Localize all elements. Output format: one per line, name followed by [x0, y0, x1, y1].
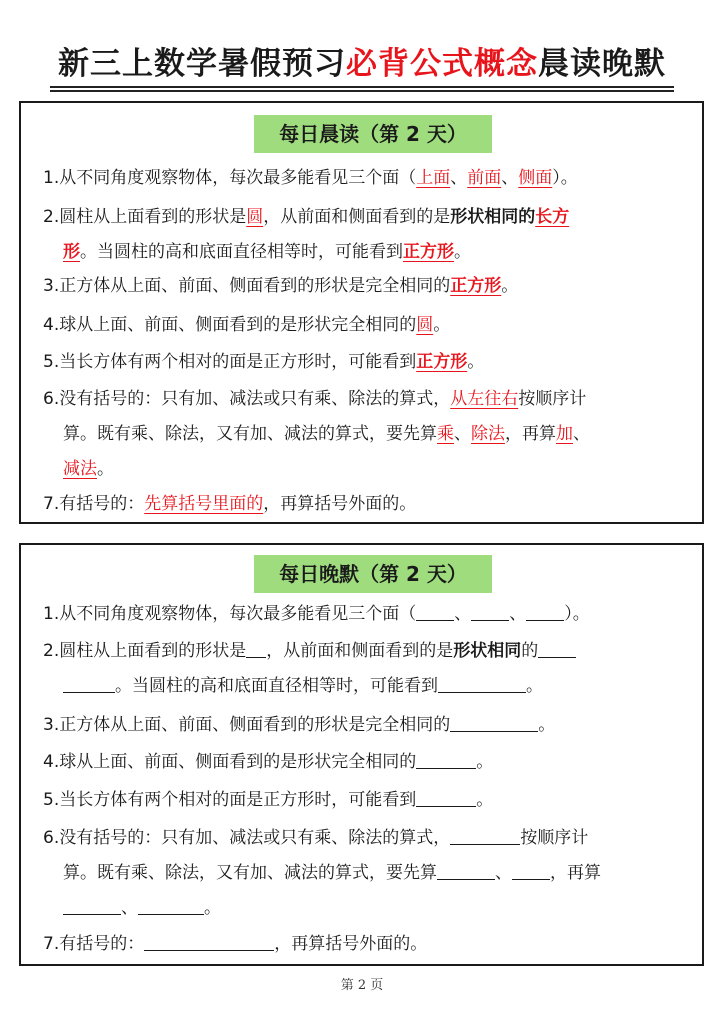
evening-item-6: 6.没有括号的：只有加、减法或只有乘、除法的算式， 按顺序计 算。既有乘、除法，又有加、减法的算式，要先算 、 ，再算 、 。 [43, 828, 601, 918]
blank[interactable] [63, 674, 115, 693]
evening-dictation-panel [19, 543, 704, 966]
morning-item-5: 5.当长方体有两个相对的面是正方形时，可能看到正方形。 [43, 352, 485, 372]
answer: 从左往右 [450, 389, 519, 409]
answer: 长方 [535, 207, 570, 227]
blank[interactable] [438, 674, 526, 693]
answer: 圆 [416, 315, 434, 335]
answer: 正方形 [450, 276, 502, 296]
morning-reading-panel [19, 101, 704, 524]
title-part-3: 晨读晚默 [538, 46, 666, 82]
evening-item-5: 5.当长方体有两个相对的面是正方形时，可能看到 。 [43, 790, 494, 810]
title-part-1: 新三上数学暑假预习 [58, 46, 346, 82]
answer: 形 [63, 242, 80, 262]
blank[interactable] [512, 861, 550, 880]
morning-item-7: 7.有括号的：先算括号里面的，再算括号外面的。 [43, 494, 417, 514]
blank[interactable] [144, 932, 274, 951]
blank[interactable] [437, 861, 495, 880]
answer: 正方形 [416, 352, 468, 372]
morning-item-1: 1.从不同角度观察物体，每次最多能看见三个面（上面、前面、侧面）。 [43, 168, 578, 188]
answer: 加 [556, 424, 573, 444]
blank[interactable] [246, 639, 266, 658]
morning-heading: 每日晨读（第 2 天） [254, 115, 492, 153]
answer: 先算括号里面的 [144, 494, 264, 514]
evening-item-1: 1.从不同角度观察物体，每次最多能看见三个面（ 、 、 ）。 [43, 604, 590, 624]
evening-heading: 每日晚默（第 2 天） [254, 555, 492, 593]
evening-item-4: 4.球从上面、前面、侧面看到的是形状完全相同的 。 [43, 752, 494, 772]
blank[interactable] [416, 788, 476, 807]
blank[interactable] [416, 750, 476, 769]
evening-item-7: 7.有括号的： ，再算括号外面的。 [43, 934, 428, 954]
blank[interactable] [450, 826, 520, 845]
title-part-2: 必背公式概念 [346, 46, 538, 82]
morning-item-2: 2.圆柱从上面看到的形状是圆，从前面和侧面看到的是形状相同的长方 形。当圆柱的高和底面直径相等时，可能看到正方形。 [43, 207, 570, 262]
evening-item-2: 2.圆柱从上面看到的形状是 ，从前面和侧面看到的是形状相同的 。当圆柱的高和底面直径相等时，可能看到 。 [43, 634, 683, 704]
page-number: 第 2 页 [340, 978, 384, 993]
title-underline-2 [50, 90, 674, 92]
answer: 除法 [471, 424, 505, 444]
morning-item-6: 6.没有括号的：只有加、减法或只有乘、除法的算式，从左往右按顺序计 算。既有乘、除法，又有加、减法的算式，要先算乘、除法，再算加、 减法。 [43, 389, 590, 479]
blank[interactable] [538, 639, 576, 658]
answer: 减法 [63, 459, 97, 479]
answer: 乘 [437, 424, 454, 444]
title-underline-1 [50, 86, 674, 88]
answer: 前面 [467, 168, 502, 188]
blank[interactable] [416, 602, 454, 621]
answer: 侧面 [518, 168, 553, 188]
blank[interactable] [471, 602, 509, 621]
morning-item-3: 3.正方体从上面、前面、侧面看到的形状是完全相同的正方形。 [43, 276, 519, 296]
blank[interactable] [450, 713, 538, 732]
morning-item-4: 4.球从上面、前面、侧面看到的是形状完全相同的圆。 [43, 315, 451, 335]
answer: 圆 [246, 207, 264, 227]
evening-item-3: 3.正方体从上面、前面、侧面看到的形状是完全相同的 。 [43, 715, 556, 735]
answer: 正方形 [403, 242, 454, 262]
blank[interactable] [526, 602, 564, 621]
page-title [0, 44, 724, 84]
blank[interactable] [138, 896, 204, 915]
answer: 上面 [416, 168, 451, 188]
blank[interactable] [63, 896, 121, 915]
